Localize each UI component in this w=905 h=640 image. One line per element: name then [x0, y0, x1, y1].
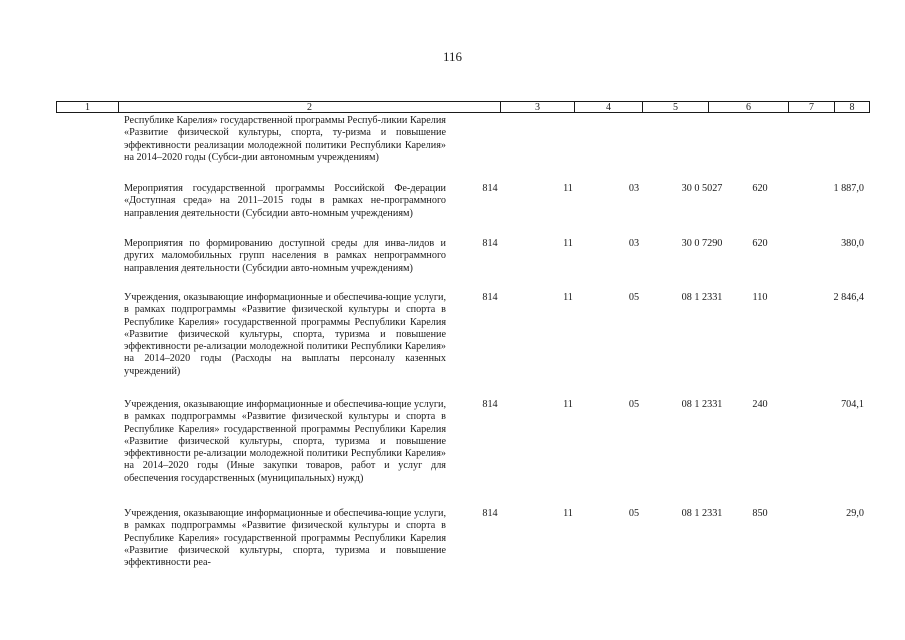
- row-amount: 2 846,4: [833, 292, 864, 303]
- row-code-5: 05: [628, 508, 640, 519]
- row-description: Мероприятия по формированию доступной среды для инва-лидов и других маломобильных групп населения в рамках непрограммного направления деятельности (Субсидии авто-номным учреждениям): [124, 238, 446, 274]
- column-header-4: 4: [575, 102, 643, 113]
- column-header-8: 8: [849, 102, 855, 113]
- row-code-5: 05: [628, 292, 640, 303]
- row-code-5: 03: [628, 183, 640, 194]
- row-code-6: 08 1 2331: [681, 292, 723, 303]
- row-code-7: 850: [752, 508, 768, 519]
- row-amount: 1 887,0: [833, 183, 864, 194]
- row-amount: 380,0: [841, 238, 864, 249]
- row-code-7: 110: [752, 292, 768, 303]
- row-code-4: 11: [563, 292, 573, 303]
- column-header-6: 6: [709, 102, 789, 113]
- row-description: Учреждения, оказывающие информационные и обеспечива-ющие услуги, в рамках подпрограммы «Развитие физической культуры и спорта в Республике Карелия» государственной программы Республики Карелия «Развитие физической культуры, спорта, туризма и повышение эффективности ре-ализации молодежной политики Республики Карелия» на 2014–2020 годы (Расходы на выплаты персоналу казенных учреждений): [124, 292, 446, 377]
- row-code-7: 240: [752, 399, 768, 410]
- row-amount: 704,1: [841, 399, 864, 410]
- column-header-2: 2: [119, 102, 501, 113]
- row-code-5: 03: [628, 238, 640, 249]
- row-code-3: 814: [482, 238, 498, 249]
- row-code-5: 05: [628, 399, 640, 410]
- row-code-3: 814: [482, 508, 498, 519]
- row-code-4: 11: [563, 508, 573, 519]
- row-code-6: 30 0 5027: [681, 183, 723, 194]
- row-code-3: 814: [482, 292, 498, 303]
- row-amount: 29,0: [846, 508, 864, 519]
- row-description: Республике Карелия» государственной программы Респуб-ликии Карелия «Развитие физической культуры, спорта, ту-ризма и повышение эффективности реализации молодежной политики Республики Карелия» на 2014–2020 годы (Субси-дии автономным учреждениям): [124, 115, 446, 163]
- row-code-7: 620: [752, 183, 768, 194]
- row-code-6: 08 1 2331: [681, 399, 723, 410]
- row-description: Учреждения, оказывающие информационные и обеспечива-ющие услуги, в рамках подпрограммы «Развитие физической культуры и спорта в Республике Карелия» государственной программы Республики Карелия «Развитие физической культуры, спорта, туризма и повышение эффективности ре-ализации молодежной политики Республики Карелия» на 2014–2020 годы (Иные закупки товаров, работ и услуг для обеспечения государственных (муниципальных) нужд): [124, 399, 446, 484]
- row-code-3: 814: [482, 399, 498, 410]
- column-header-7: 7: [789, 102, 835, 113]
- row-description: Мероприятия государственной программы Российской Фе-дерации «Доступная среда» на 2011–2015 годы в рамках не-программного направления деятельности (Субсидии авто-номным учреждениям): [124, 183, 446, 219]
- column-header-5: 5: [643, 102, 709, 113]
- row-code-6: 08 1 2331: [681, 508, 723, 519]
- table-header-row: [56, 101, 870, 113]
- row-code-7: 620: [752, 238, 768, 249]
- row-description: Учреждения, оказывающие информационные и обеспечива-ющие услуги, в рамках подпрограммы «Развитие физической культуры и спорта в Республике Карелия» государственной программы Республики Карелия «Развитие физической культуры, спорта, туризма и повышение эффективности реа-: [124, 508, 446, 569]
- column-header-3: 3: [501, 102, 575, 113]
- row-code-6: 30 0 7290: [681, 238, 723, 249]
- row-code-4: 11: [563, 238, 573, 249]
- row-code-3: 814: [482, 183, 498, 194]
- column-header-1: 1: [57, 102, 119, 113]
- row-code-4: 11: [563, 183, 573, 194]
- row-code-4: 11: [563, 399, 573, 410]
- page-number: 116: [442, 49, 463, 64]
